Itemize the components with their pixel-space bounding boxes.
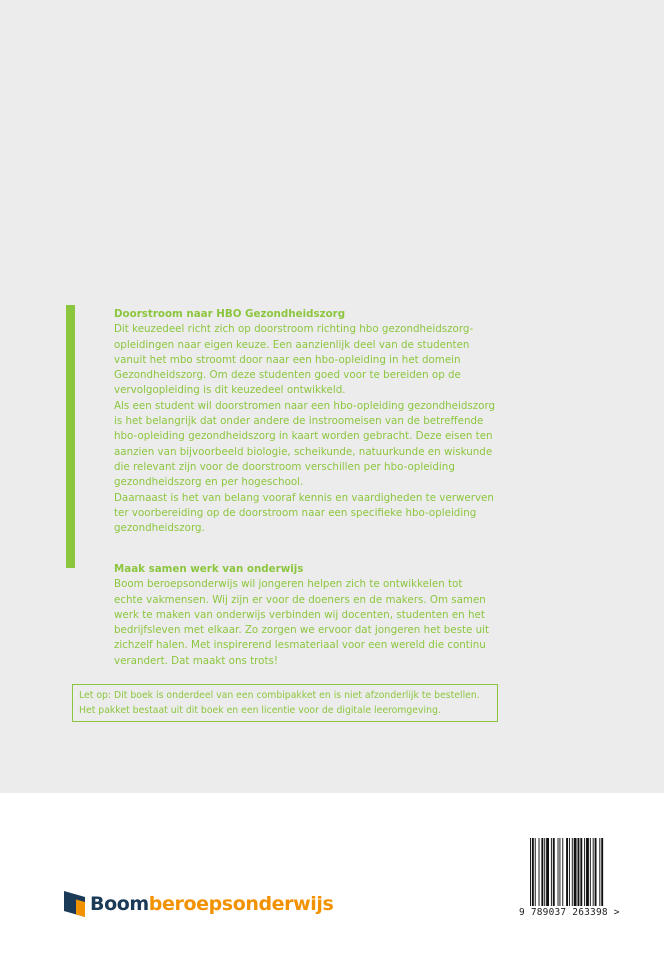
body-line: Boom beroepsonderwijs wil jongeren helpen zich te ontwikkelen tot (114, 578, 463, 591)
body-line: bedrijfsleven met elkaar. Zo zorgen we ervoor dat jongeren het beste uit (114, 624, 490, 637)
body-line: Dit keuzedeel richt zich op doorstroom richting hbo gezondheidszorg- (114, 323, 474, 336)
body-line: zichzelf halen. Met inspirerend lesmateriaal voor een wereld die continu (114, 639, 486, 652)
publisher-logo (64, 889, 333, 919)
body-line: hbo-opleiding gezondheidszorg in kaart worden gebracht. Deze eisen ten (114, 430, 493, 443)
body-line: vervolgopleiding is dit keuzedeel ontwikkeld. (114, 384, 346, 397)
body-line: ter voorbereiding op de doorstroom naar een specifieke hbo-opleiding (114, 506, 477, 519)
body-line: werk te maken van onderwijs verbinden wij docenten, studenten en het (114, 608, 485, 621)
body-line: opleidingen naar eigen keuze. Een aanzienlijk deel van de studenten (114, 338, 470, 351)
section-doorstroom (114, 307, 524, 536)
body-line: vanuit het mbo stroomt door naar een hbo-opleiding in het domein (114, 353, 461, 366)
body-line: Als een student wil doorstromen naar een hbo-opleiding gezondheidszorg (114, 399, 496, 412)
isbn-number: 9 789037 263398 > (519, 907, 620, 918)
body-line: gezondheidszorg en per hogeschool. (114, 476, 304, 489)
boom-logo-mark-icon (64, 891, 85, 917)
notice-line: Let op: Dit boek is onderdeel van een combipakket en is niet afzonderlijk te bestellen. (79, 690, 480, 701)
brand-boom: Boom (90, 893, 149, 915)
body-line: die relevant zijn voor de doorstroom verschillen per hbo-opleiding (114, 460, 455, 473)
body-line: Gezondheidszorg. Om deze studenten goed voor te bereiden op de (114, 369, 461, 382)
brand-beroepsonderwijs: beroepsonderwijs (148, 893, 334, 915)
body-line: aanzien van bijvoorbeeld biologie, scheikunde, natuurkunde en wiskunde (114, 445, 493, 458)
notice-line: Het pakket bestaat uit dit boek en een licentie voor de digitale leeromgeving. (79, 705, 441, 716)
body-line: verandert. Dat maakt ons trots! (114, 654, 278, 667)
body-line: Daarnaast is het van belang vooraf kennis en vaardigheden te verwerven (114, 491, 494, 504)
section-heading: Maak samen werk van onderwijs (114, 563, 304, 575)
section-heading: Doorstroom naar HBO Gezondheidszorg (114, 308, 346, 320)
body-line: gezondheidszorg. (114, 522, 205, 535)
body-line: echte vakmensen. Wij zijn er voor de doeners en de makers. Om samen (114, 593, 486, 606)
body-line: is het belangrijk dat onder andere de instroomeisen van de betreffende (114, 415, 484, 428)
combipakket-notice (72, 684, 498, 722)
accent-bar (66, 305, 75, 568)
barcode-icon (530, 838, 626, 906)
section-samen-werk (114, 562, 524, 669)
